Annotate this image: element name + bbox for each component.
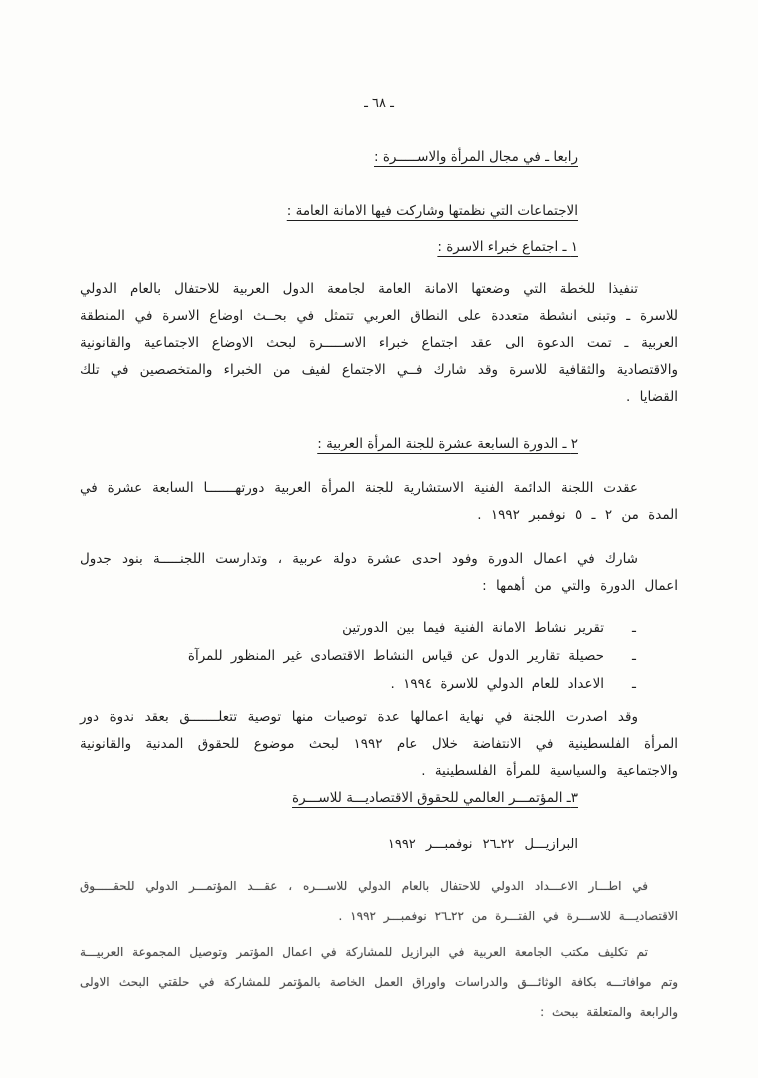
section2-heading: ٢ ـ الدورة السابعة عشرة للجنة المرأة العربية : xyxy=(317,436,578,452)
agenda-item xyxy=(80,642,636,670)
agenda-item-text: حصيلة تقارير الدول عن قياس النشاط الاقتصادى غير المنظور للمرآة xyxy=(187,648,605,664)
section2-paragraph-1: عقدت اللجنة الدائمة الفنية الاستشارية للجنة المرأة العربية دورتهـــــــا السابعة عشرة في المدة من ٢ ـ ٥ نوفمبر ١٩٩٢ . xyxy=(80,480,678,523)
section3-paragraph-2: تم تكليف مكتب الجامعة العربية في البرازيل للمشاركة في اعمال المؤتمر وتوصيل المجموعة العربيـــة وتم موافاتـــه بكافة الوثائـــق والدراسات واوراق العمل الخاصة بالمؤتمر للمشاركة في حلقتي البحث الاولى والرابعة والمتعلقة ببحث : xyxy=(80,945,678,1019)
agenda-item xyxy=(80,614,636,642)
agenda-item-text: الاعداد للعام الدولي للاسرة ١٩٩٤ . xyxy=(390,676,605,692)
agenda-list xyxy=(80,614,636,698)
agenda-item-text: تقرير نشاط الامانة الفنية فيما بين الدورتين xyxy=(342,620,605,636)
section3-heading: ٣ـ المؤتمـــر العالمي للحقوق الاقتصاديـــة للاســـرة xyxy=(292,790,578,806)
conference-date-line: البرازيـــل ٢٢ـ٢٦ نوفمبـــر ١٩٩٢ xyxy=(387,837,578,852)
dash-icon: ـ xyxy=(632,648,636,664)
section1-paragraph: تنفيذا للخطة التي وضعتها الامانة العامة لجامعة الدول العربية للاحتفال بالعام الدولي للاسرة ـ وتبنى انشطة متعددة على النطاق العربي تتمثل في بحــث اوضاع الاسرة في المنطقة العربية ـ تمت الدعوة الى عقد اجتماع خبراء الاســـــرة لبحث الاوضاع الاجتماعية والقانونية والاقتصادية والثقافية للاسرة وقد شارك فــي الاجتماع لفيف من الخبراء والمتخصصين في تلك القضايا . xyxy=(80,281,678,405)
agenda-item xyxy=(80,670,636,698)
main-heading: رابعا ـ في مجال المرأة والاســـــرة : xyxy=(374,149,578,165)
dash-icon: ـ xyxy=(632,620,636,636)
section1-heading: ١ ـ اجتماع خبراء الاسرة : xyxy=(437,239,578,255)
section2-paragraph-3: وقد اصدرت اللجنة في نهاية اعمالها عدة توصيات منها توصية تتعلـــــــق بعقد ندوة دور المرأة الفلسطينية في الانتفاضة خلال عام ١٩٩٢ لبحث موضوع للحقوق المدنية والقانونية والاجتماعية والسياسية للمرأة الفلسطينية . xyxy=(80,709,678,779)
dash-icon: ـ xyxy=(632,676,636,692)
page-number: ـ ٦٨ ـ xyxy=(364,96,394,111)
section2-paragraph-2: شارك في اعمال الدورة وفود احدى عشرة دولة عربية ، وتدارست اللجنـــــة بنود جدول اعمال الدورة والتي من أهمها : xyxy=(80,551,678,594)
section3-paragraph-1: في اطـــار الاعـــداد الدولي للاحتفال بالعام الدولي للاســـره ، عقـــد المؤتمـــر الدولي للحقـــــوق الاقتصاديـــة للاســـرة في الفتـــرة من ٢٢ـ٢٦ نوفمبـــر ١٩٩٢ . xyxy=(80,879,678,923)
sub-heading: الاجتماعات التي نظمتها وشاركت فيها الامانة العامة : xyxy=(286,203,578,219)
